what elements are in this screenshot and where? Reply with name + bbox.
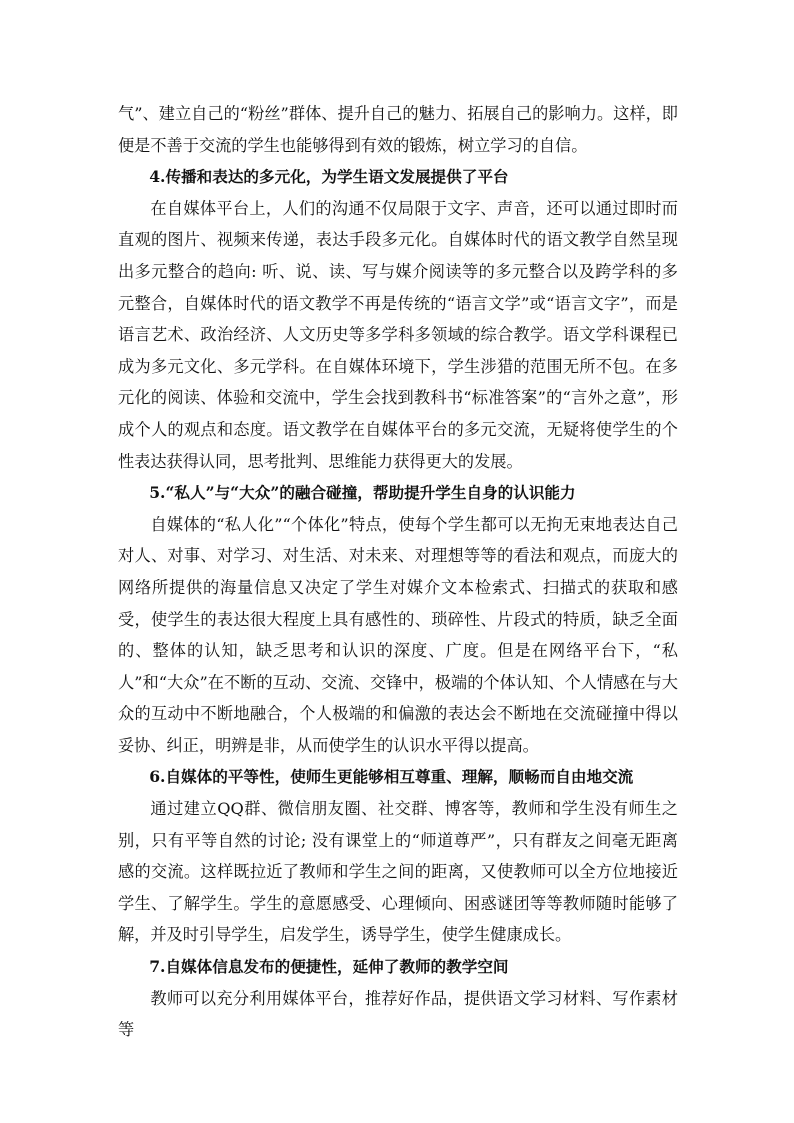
document-page bbox=[118, 98, 678, 1046]
paragraph-section-6: 通过建立QQ群、微信朋友圈、社交群、博客等，教师和学生没有师生之别，只有平等自然的讨论; 没有课堂上的“师道尊严”，只有群友之间毫无距离感的交流。这样既拉近了教师和学生之间的距离，又使教师可以全方位地接近学生、了解学生。学生的意愿感受、心理倾向、困惑谜团等等教师随时能够了解，并及时引导学生，启发学生，诱导学生，使学生健康成长。 bbox=[118, 799, 678, 945]
section-heading-6: 6.自媒体的平等性，使师生更能够相互尊重、理解，顺畅而自由地交流 bbox=[149, 767, 634, 787]
section-heading-4: 4.传播和表达的多元化，为学生语文发展提供了平台 bbox=[149, 167, 509, 187]
section-heading-7: 7.自媒体信息发布的便捷性，延伸了教师的教学空间 bbox=[149, 957, 509, 977]
paragraph-section-7: 教师可以充分利用媒体平台，推荐好作品，提供语文学习材料、写作素材等 bbox=[118, 988, 678, 1040]
paragraph-section-5: 自媒体的“私人化”“个体化”特点，使每个学生都可以无拘无束地表达自己对人、对事、对学习、对生活、对未来、对理想等等的看法和观点，而庞大的网络所提供的海量信息又决定了学生对媒介文本检索式、扫描式的获取和感受，使学生的表达很大程度上具有感性的、琐碎性、片段式的特质，缺乏全面的、整体的认知，缺乏思考和认识的深度、广度。但是在网络平台下，“私人”和“大众”在不断的互动、交流、交锋中，极端的个体认知、个人情感在与大众的互动中不断地融合，个人极端的和偏激的表达会不断地在交流碰撞中得以妥协、纠正，明辨是非，从而使学生的认识水平得以提高。 bbox=[118, 514, 678, 755]
paragraph-section-4: 在自媒体平台上，人们的沟通不仅局限于文字、声音，还可以通过即时而直观的图片、视频来传递，表达手段多元化。自媒体时代的语文教学自然呈现出多元整合的趋向: 听、说、读、写与媒介阅读等的多元整合以及跨学科的多元整合，自媒体时代的语文教学不再是传统的“语言文学”或“语言文字”，而是语言艺术、政治经济、人文历史等多学科多领域的综合教学。语文学科课程已成为多元文化、多元学科。在自媒体环境下，学生涉猎的范围无所不包。在多元化的阅读、体验和交流中，学生会找到教科书“标准答案”的“言外之意”，形成个人的观点和态度。语文教学在自媒体平台的多元交流，无疑将使学生的个性表达获得认同，思考批判、思维能力获得更大的发展。 bbox=[118, 198, 678, 471]
section-heading-5: 5.“私人”与“大众”的融合碰撞，帮助提升学生自身的认识能力 bbox=[149, 483, 576, 503]
paragraph-continuation: 气”、建立自己的“粉丝”群体、提升自己的魅力、拓展自己的影响力。这样，即便是不善于交流的学生也能够得到有效的锻炼，树立学习的自信。 bbox=[118, 104, 678, 155]
